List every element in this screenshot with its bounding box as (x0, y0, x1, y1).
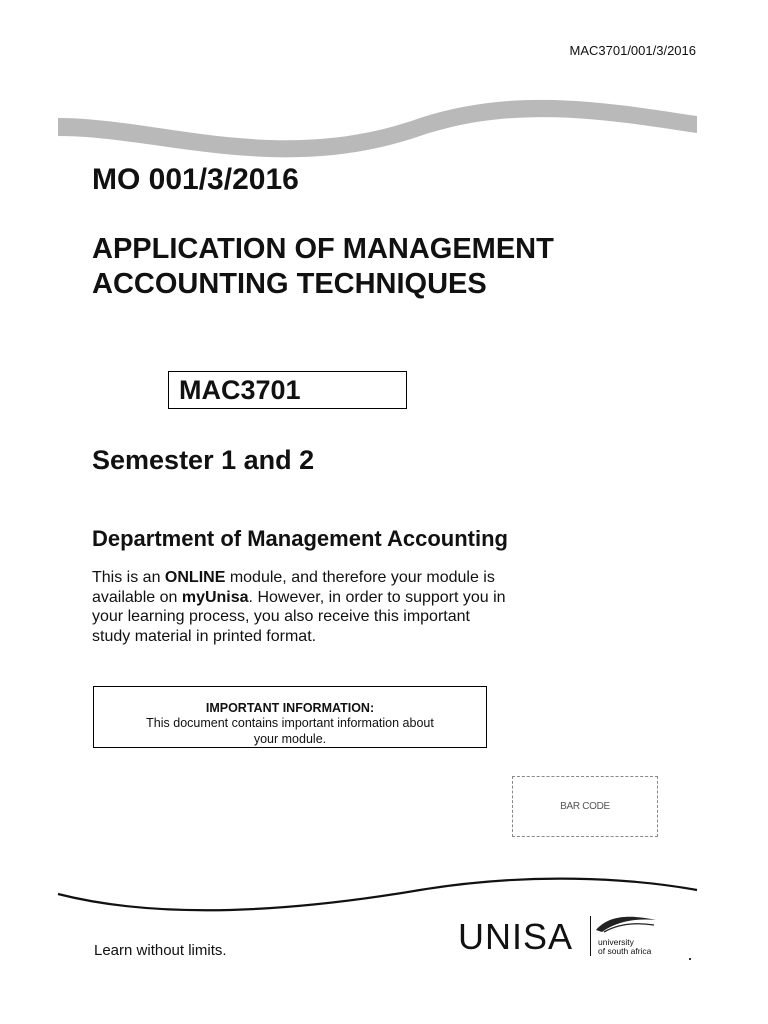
module-code: MAC3701 (179, 375, 301, 405)
intro-text-1: This is an (92, 569, 165, 586)
semester-heading: Semester 1 and 2 (92, 445, 315, 475)
mo-number-heading: MO 001/3/2016 (92, 163, 299, 196)
module-code-box (168, 371, 407, 409)
intro-text-3: . However, in order to support you in your learning process, you also receive this important study material in printed format. (92, 588, 506, 645)
document-reference: MAC3701/001/3/2016 (569, 43, 696, 58)
barcode-label: BAR CODE (560, 801, 610, 812)
unisa-wordmark: UNISA (458, 916, 574, 957)
logo-subtitle-line2: of south africa (598, 946, 652, 956)
module-title-line2: ACCOUNTING TECHNIQUES (92, 268, 487, 300)
logo-subtitle-line1: university (598, 937, 634, 947)
logo-subtitle (598, 938, 651, 956)
logo-swoosh-icon (594, 912, 660, 934)
important-info-box (93, 686, 487, 748)
important-info-heading: IMPORTANT INFORMATION: (205, 701, 375, 715)
logo-divider (590, 916, 591, 956)
important-info-body: This document contains important information about your module. (146, 716, 434, 746)
intro-paragraph (92, 568, 512, 646)
intro-text-2: module, and therefore your module is available on (92, 569, 495, 606)
decorative-top-band (0, 0, 768, 160)
department-heading: Department of Management Accounting (92, 526, 508, 551)
intro-myunisa: myUnisa (181, 588, 249, 606)
tagline: Learn without limits. (94, 942, 227, 959)
intro-online: ONLINE (164, 569, 226, 586)
unisa-logo (458, 910, 688, 960)
barcode-placeholder (512, 776, 658, 837)
module-title (92, 232, 554, 302)
module-title-line1: APPLICATION OF MANAGEMENT (92, 233, 554, 265)
page-dot (689, 958, 691, 960)
